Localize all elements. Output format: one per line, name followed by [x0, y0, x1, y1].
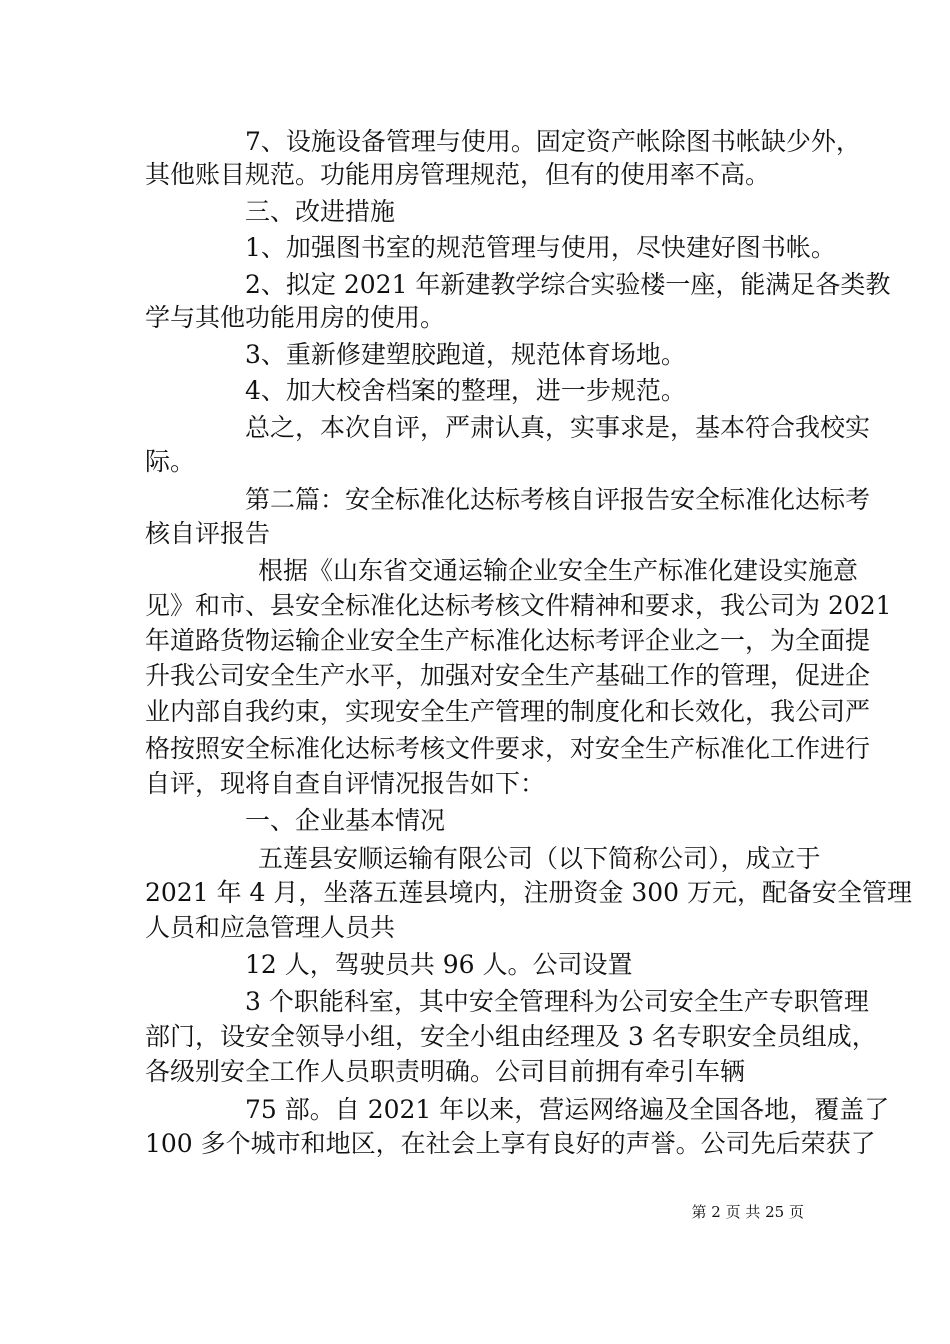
paragraph-line: 核自评报告 [145, 519, 271, 548]
paragraph-line: 格按照安全标准化达标考核文件要求，对安全生产标准化工作进行 [145, 734, 871, 763]
paragraph-line: 3 个职能科室，其中安全管理科为公司安全生产专职管理 [245, 987, 869, 1016]
paragraph-line: 总之，本次自评，严肃认真，实事求是，基本符合我校实 [245, 413, 871, 442]
paragraph-line: 年道路货物运输企业安全生产标准化达标考评企业之一，为全面提 [145, 626, 871, 655]
paragraph-line: 100 多个城市和地区，在社会上享有良好的声誉。公司先后荣获了 [145, 1129, 876, 1158]
paragraph-line: 五莲县安顺运输有限公司（以下简称公司），成立于 [258, 844, 821, 873]
page-number-footer: 第 2 页 共 25 页 [691, 1203, 804, 1221]
paragraph-line: 12 人，驾驶员共 96 人。公司设置 [245, 950, 633, 979]
paragraph-line: 自评，现将自查自评情况报告如下： [145, 769, 546, 798]
section-heading: 一、企业基本情况 [245, 806, 446, 835]
paragraph-line: 第二篇：安全标准化达标考核自评报告安全标准化达标考 [245, 485, 871, 514]
paragraph-line: 学与其他功能用房的使用。 [145, 303, 446, 332]
paragraph-line: 4、加大校舍档案的整理，进一步规范。 [245, 376, 686, 405]
paragraph-line: 2021 年 4 月，坐落五莲县境内，注册资金 300 万元，配备安全管理 [145, 878, 912, 907]
section-heading: 三、改进措施 [245, 197, 396, 226]
paragraph-line: 部门，设安全领导小组，安全小组由经理及 3 名专职安全员组成， [145, 1022, 877, 1051]
paragraph-line: 7、设施设备管理与使用。固定资产帐除图书帐缺少外， [245, 127, 861, 156]
paragraph-line: 1、加强图书室的规范管理与使用，尽快建好图书帐。 [245, 233, 836, 262]
paragraph-line: 其他账目规范。功能用房管理规范，但有的使用率不高。 [145, 160, 771, 189]
paragraph-line: 升我公司安全生产水平，加强对安全生产基础工作的管理，促进企 [145, 661, 871, 690]
paragraph-line: 2、拟定 2021 年新建教学综合实验楼一座，能满足各类教 [245, 270, 891, 299]
paragraph-line: 见》和市、县安全标准化达标考核文件精神和要求，我公司为 2021 [145, 591, 892, 620]
paragraph-line: 际。 [145, 447, 196, 476]
paragraph-line: 各级别安全工作人员职责明确。公司目前拥有牵引车辆 [145, 1057, 746, 1086]
paragraph-line: 75 部。自 2021 年以来，营运网络遍及全国各地，覆盖了 [245, 1095, 890, 1124]
paragraph-line: 3、重新修建塑胶跑道，规范体育场地。 [245, 340, 686, 369]
paragraph-line: 业内部自我约束，实现安全生产管理的制度化和长效化，我公司严 [145, 697, 871, 726]
paragraph-line: 人员和应急管理人员共 [145, 913, 396, 942]
paragraph-line: 根据《山东省交通运输企业安全生产标准化建设实施意 [258, 556, 859, 585]
